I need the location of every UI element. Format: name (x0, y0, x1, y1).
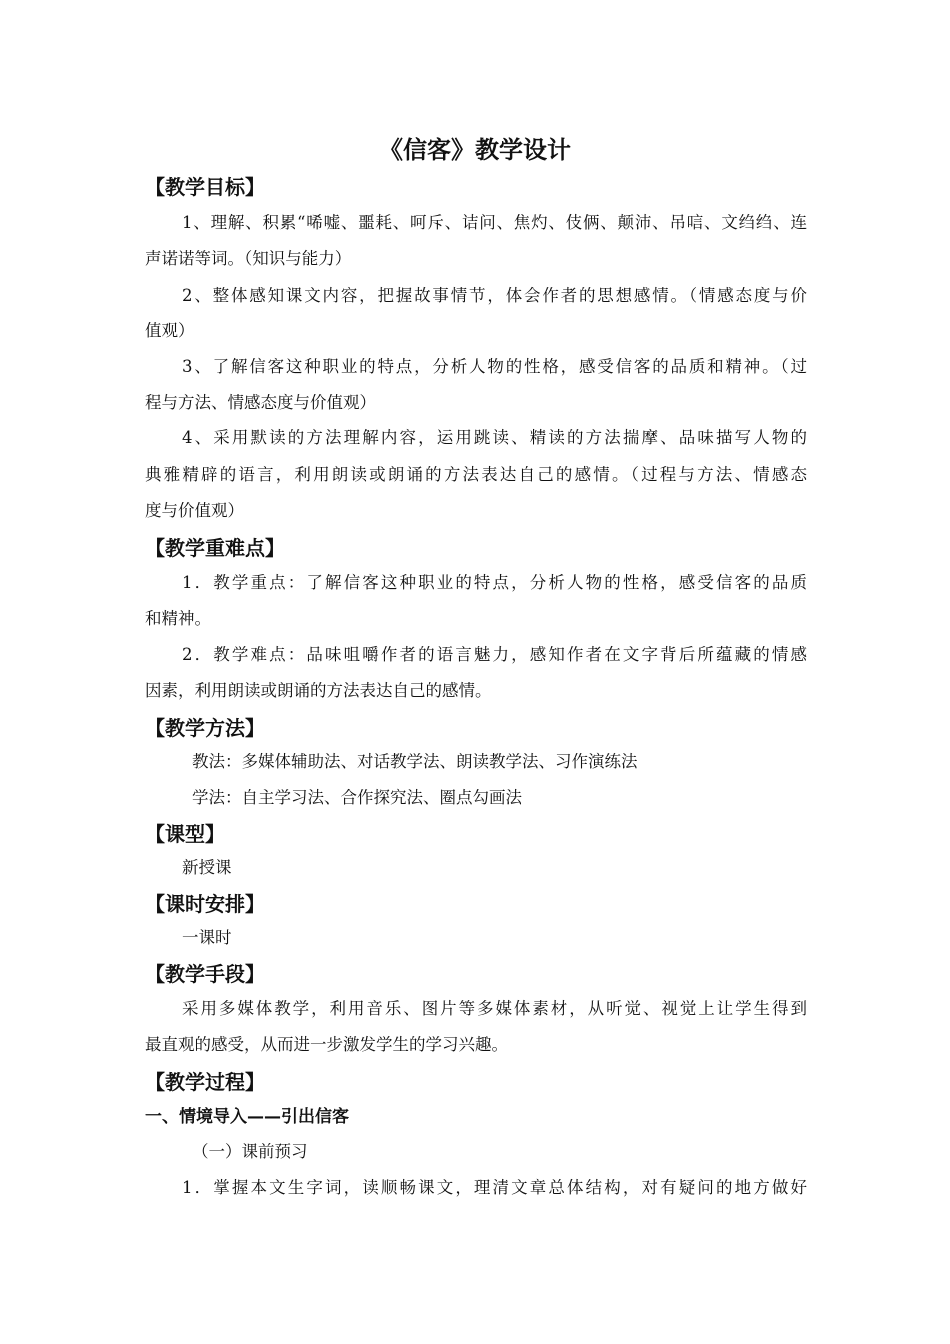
goal-2-line-1: 2、整体感知课文内容，把握故事情节，体会作者的思想感情。（情感态度与价 (182, 286, 807, 305)
lesson-type-value: 新授课 (182, 858, 232, 877)
goal-1-line-2: 声诺诺等词。（知识与能力） (145, 249, 352, 268)
learning-method-line: 学法：自主学习法、合作探究法、圈点勾画法 (192, 788, 522, 807)
document-title: 《信客》教学设计 (379, 136, 571, 164)
heading-schedule: 【课时安排】 (145, 892, 265, 916)
heading-lesson-type: 【课型】 (145, 822, 225, 846)
heading-teaching-methods: 【教学方法】 (145, 716, 265, 740)
goal-3-line-1: 3、了解信客这种职业的特点，分析人物的性格，感受信客的品质和精神。（过 (182, 357, 807, 376)
goal-1-line-1: 1、理解、积累“唏嘘、噩耗、呵斥、诘问、焦灼、伎俩、颠沛、吊唁、文绉绉、连 (182, 213, 807, 232)
goal-4-line-2: 典雅精辟的语言，利用朗读或朗诵的方法表达自己的感情。（过程与方法、情感态 (145, 465, 807, 484)
key-point-1-line-1: 1．教学重点：了解信客这种职业的特点，分析人物的性格，感受信客的品质 (182, 573, 807, 592)
schedule-value: 一课时 (182, 928, 232, 947)
key-point-1-line-2: 和精神。 (145, 609, 211, 628)
goal-4-line-1: 4、采用默读的方法理解内容，运用跳读、精读的方法揣摩、品味描写人物的 (182, 428, 807, 447)
heading-teaching-process: 【教学过程】 (145, 1070, 265, 1094)
goal-2-line-2: 值观） (145, 321, 195, 340)
goal-3-line-2: 程与方法、情感态度与价值观） (145, 393, 376, 412)
means-line-2: 最直观的感受，从而进一步激发学生的学习兴趣。 (145, 1035, 508, 1054)
key-point-2-line-1: 2．教学难点：品味咀嚼作者的语言魅力，感知作者在文字背后所蕴藏的情感 (182, 645, 807, 664)
goal-4-line-3: 度与价值观） (145, 501, 244, 520)
means-line-1: 采用多媒体教学，利用音乐、图片等多媒体素材，从听觉、视觉上让学生得到 (182, 999, 807, 1018)
process-part-1-title: 一、情境导入——引出信客 (145, 1107, 349, 1127)
heading-teaching-goals: 【教学目标】 (145, 175, 265, 199)
process-item-1: 1．掌握本文生字词，读顺畅课文，理清文章总体结构，对有疑问的地方做好 (182, 1178, 807, 1197)
heading-teaching-means: 【教学手段】 (145, 962, 265, 986)
heading-key-points: 【教学重难点】 (145, 536, 285, 560)
process-subsection-1: （一）课前预习 (192, 1142, 308, 1161)
key-point-2-line-2: 因素，利用朗读或朗诵的方法表达自己的感情。 (145, 681, 492, 700)
teaching-method-line: 教法：多媒体辅助法、对话教学法、朗读教学法、习作演练法 (192, 752, 638, 771)
